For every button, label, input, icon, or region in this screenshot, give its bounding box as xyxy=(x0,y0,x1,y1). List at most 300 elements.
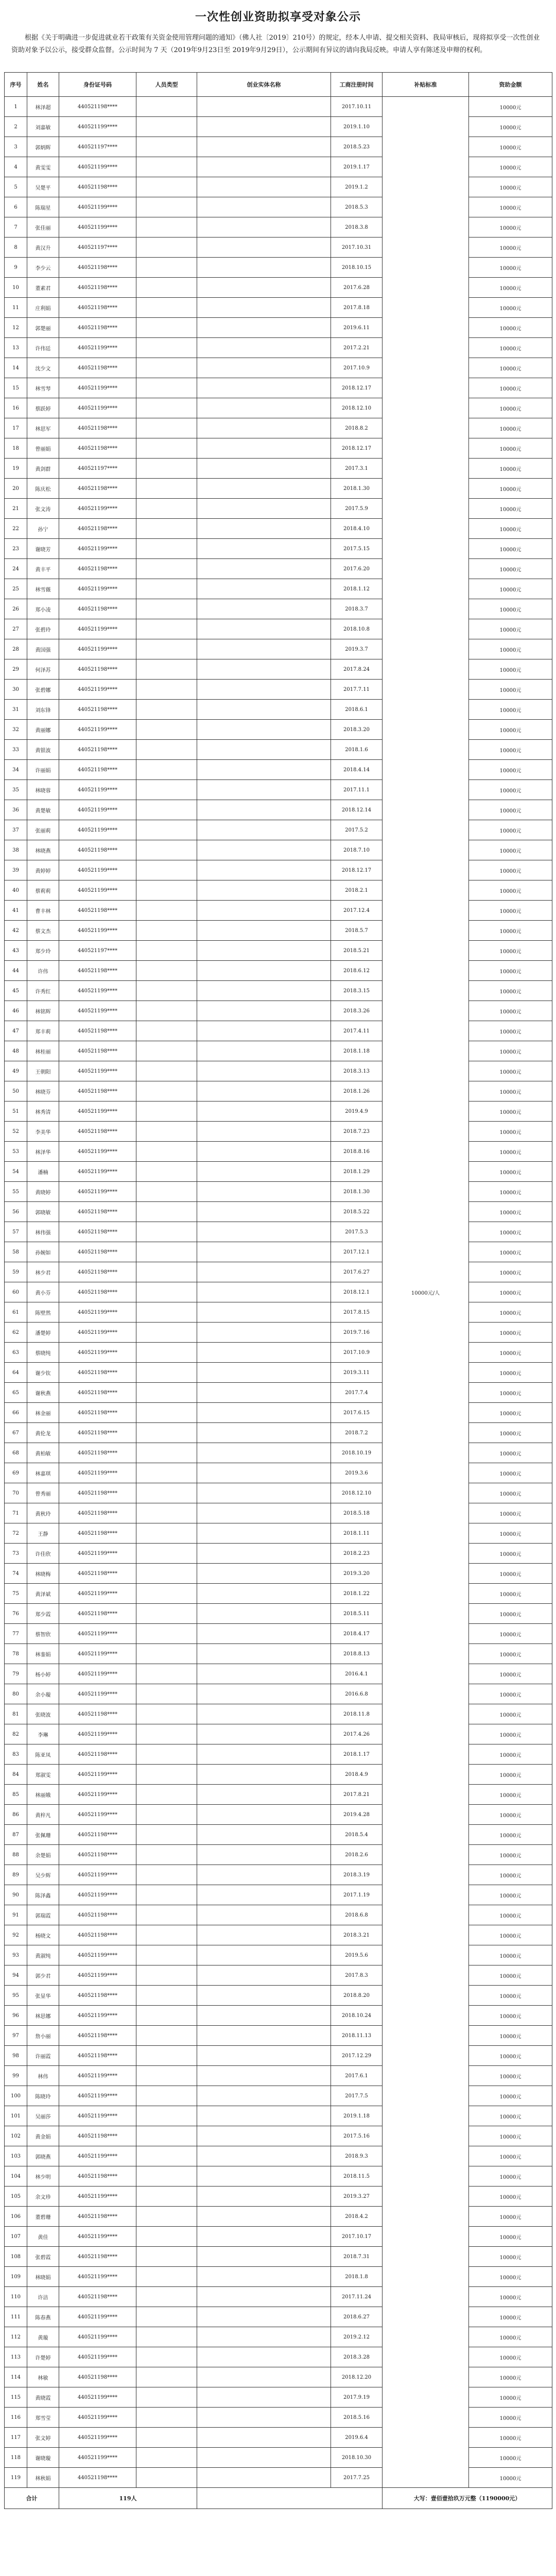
cell-amount: 10000元 xyxy=(469,860,552,880)
cell-date: 2018.6.8 xyxy=(331,1905,383,1925)
notice-paragraph: 根据《关于明确进一步促进就业若干政策有关资金使用管理问题的通知》（佛人社〔2019〕210号）的规定，经本人申请、提交相关资料、我局审核后，现将拟享受一次性创业资助对象予以公示，接受群众监督。公示时间为 7 天（2019年9月23日至 2019年9月29日），公示期间有异议的请向我局反映。申请人享有陈述及申辩的权利。 xyxy=(11,34,540,54)
cell-amount: 10000元 xyxy=(469,820,552,840)
cell-amount: 10000元 xyxy=(469,459,552,479)
cell-entity xyxy=(197,1986,331,2006)
table-row xyxy=(5,880,552,901)
cell-date: 2018.3.19 xyxy=(331,1865,383,1885)
cell-id: 440521198**** xyxy=(59,559,136,579)
cell-entity xyxy=(197,2428,331,2448)
cell-entity xyxy=(197,298,331,318)
cell-amount: 10000元 xyxy=(469,137,552,157)
cell-date: 2017.8.15 xyxy=(331,1302,383,1323)
table-row xyxy=(5,1202,552,1222)
cell-date: 2018.1.6 xyxy=(331,740,383,760)
table-row xyxy=(5,2086,552,2106)
cell-name: 董碧珊 xyxy=(27,2207,59,2227)
table-row xyxy=(5,1041,552,1061)
cell-no: 64 xyxy=(5,1363,27,1383)
cell-id: 440521199**** xyxy=(59,1885,136,1905)
header-name: 姓名 xyxy=(27,73,59,97)
cell-type xyxy=(136,1001,197,1021)
cell-date: 2017.6.28 xyxy=(331,278,383,298)
cell-id: 440521198**** xyxy=(59,2207,136,2227)
cell-entity xyxy=(197,1624,331,1644)
total-row xyxy=(5,2488,552,2509)
table-row xyxy=(5,398,552,418)
cell-entity xyxy=(197,438,331,459)
cell-name: 郑淑雯 xyxy=(27,1765,59,1785)
table-row xyxy=(5,599,552,619)
table-row xyxy=(5,1945,552,1965)
table-row xyxy=(5,1061,552,1081)
cell-name: 李琳 xyxy=(27,1724,59,1744)
cell-date: 2017.3.1 xyxy=(331,459,383,479)
cell-no: 88 xyxy=(5,1845,27,1865)
cell-type xyxy=(136,559,197,579)
table-row xyxy=(5,1463,552,1483)
cell-date: 2018.7.31 xyxy=(331,2247,383,2267)
cell-id: 440521199**** xyxy=(59,860,136,880)
cell-no: 35 xyxy=(5,780,27,800)
cell-name: 蔡莉莉 xyxy=(27,880,59,901)
cell-amount: 10000元 xyxy=(469,1865,552,1885)
cell-no: 99 xyxy=(5,2066,27,2086)
cell-entity xyxy=(197,2287,331,2307)
cell-amount: 10000元 xyxy=(469,97,552,117)
cell-id: 440521198**** xyxy=(59,840,136,860)
table-row xyxy=(5,1282,552,1302)
cell-amount: 10000元 xyxy=(469,720,552,740)
cell-id: 440521199**** xyxy=(59,1182,136,1202)
cell-no: 41 xyxy=(5,901,27,921)
cell-id: 440521199**** xyxy=(59,2408,136,2428)
cell-amount: 10000元 xyxy=(469,1604,552,1624)
cell-entity xyxy=(197,197,331,217)
cell-no: 77 xyxy=(5,1624,27,1644)
cell-date: 2018.5.21 xyxy=(331,941,383,961)
cell-entity xyxy=(197,1544,331,1564)
cell-no: 24 xyxy=(5,559,27,579)
cell-id: 440521198**** xyxy=(59,1483,136,1503)
cell-date: 2018.1.30 xyxy=(331,479,383,499)
cell-id: 440521199**** xyxy=(59,1624,136,1644)
cell-entity xyxy=(197,117,331,137)
cell-id: 440521198**** xyxy=(59,2166,136,2187)
cell-no: 7 xyxy=(5,217,27,238)
cell-type xyxy=(136,1865,197,1885)
cell-amount: 10000元 xyxy=(469,1644,552,1664)
cell-entity xyxy=(197,659,331,680)
cell-entity xyxy=(197,599,331,619)
cell-id: 440521199**** xyxy=(59,800,136,820)
cell-entity xyxy=(197,941,331,961)
cell-amount: 10000元 xyxy=(469,2408,552,2428)
cell-name: 黄楚敏 xyxy=(27,800,59,820)
cell-type xyxy=(136,1564,197,1584)
cell-entity xyxy=(197,157,331,177)
cell-date: 2017.5.2 xyxy=(331,820,383,840)
cell-date: 2018.4.2 xyxy=(331,2207,383,2227)
cell-date: 2018.5.11 xyxy=(331,1604,383,1624)
cell-no: 27 xyxy=(5,619,27,639)
table-row xyxy=(5,639,552,659)
cell-id: 440521199**** xyxy=(59,499,136,519)
cell-name: 林雪琴 xyxy=(27,378,59,398)
cell-amount: 10000元 xyxy=(469,1081,552,1101)
cell-entity xyxy=(197,2468,331,2488)
cell-id: 440521198**** xyxy=(59,2247,136,2267)
cell-name: 郭晓燕 xyxy=(27,2146,59,2166)
cell-type xyxy=(136,639,197,659)
cell-id: 440521198**** xyxy=(59,1403,136,1423)
cell-date: 2018.7.10 xyxy=(331,840,383,860)
cell-date: 2018.5.7 xyxy=(331,921,383,941)
cell-type xyxy=(136,1081,197,1101)
cell-no: 45 xyxy=(5,981,27,1001)
cell-date: 2018.3.13 xyxy=(331,1061,383,1081)
cell-no: 25 xyxy=(5,579,27,599)
cell-name: 詹小丽 xyxy=(27,2026,59,2046)
table-row xyxy=(5,1644,552,1664)
cell-name: 黄秋玲 xyxy=(27,1503,59,1523)
cell-date: 2018.3.15 xyxy=(331,981,383,1001)
cell-date: 2018.9.3 xyxy=(331,2146,383,2166)
cell-no: 89 xyxy=(5,1865,27,1885)
cell-amount: 10000元 xyxy=(469,1162,552,1182)
cell-id: 440521198**** xyxy=(59,599,136,619)
cell-id: 440521198**** xyxy=(59,1443,136,1463)
cell-no: 101 xyxy=(5,2106,27,2126)
cell-type xyxy=(136,1202,197,1222)
cell-type xyxy=(136,298,197,318)
cell-entity xyxy=(197,1323,331,1343)
cell-name: 许丽娟 xyxy=(27,760,59,780)
cell-no: 23 xyxy=(5,539,27,559)
cell-amount: 10000元 xyxy=(469,177,552,197)
cell-date: 2019.4.28 xyxy=(331,1805,383,1825)
cell-date: 2018.1.11 xyxy=(331,1523,383,1544)
cell-name: 杨小婷 xyxy=(27,1664,59,1684)
cell-id: 440521199**** xyxy=(59,1644,136,1664)
table-row xyxy=(5,318,552,338)
cell-entity xyxy=(197,639,331,659)
cell-no: 53 xyxy=(5,1142,27,1162)
table-row xyxy=(5,2146,552,2166)
cell-date: 2019.5.6 xyxy=(331,1945,383,1965)
cell-name: 郑小凌 xyxy=(27,599,59,619)
cell-entity xyxy=(197,137,331,157)
cell-id: 440521199**** xyxy=(59,1965,136,1986)
cell-entity xyxy=(197,1081,331,1101)
cell-date: 2017.11.24 xyxy=(331,2287,383,2307)
cell-entity xyxy=(197,177,331,197)
cell-entity xyxy=(197,1202,331,1222)
table-row xyxy=(5,2126,552,2146)
cell-date: 2017.5.15 xyxy=(331,539,383,559)
cell-name: 张佩珊 xyxy=(27,1825,59,1845)
cell-type xyxy=(136,1302,197,1323)
cell-no: 55 xyxy=(5,1182,27,1202)
cell-amount: 10000元 xyxy=(469,1061,552,1081)
cell-type xyxy=(136,438,197,459)
cell-id: 440521199**** xyxy=(59,378,136,398)
cell-entity xyxy=(197,1403,331,1423)
cell-entity xyxy=(197,278,331,298)
cell-date: 2018.4.10 xyxy=(331,519,383,539)
table-row xyxy=(5,2468,552,2488)
cell-amount: 10000元 xyxy=(469,1945,552,1965)
table-row xyxy=(5,1302,552,1323)
cell-no: 48 xyxy=(5,1041,27,1061)
cell-no: 93 xyxy=(5,1945,27,1965)
cell-entity xyxy=(197,619,331,639)
cell-amount: 10000元 xyxy=(469,559,552,579)
cell-no: 52 xyxy=(5,1122,27,1142)
cell-no: 19 xyxy=(5,459,27,479)
cell-amount: 10000元 xyxy=(469,2428,552,2448)
table-row xyxy=(5,680,552,700)
cell-entity xyxy=(197,2307,331,2327)
cell-entity xyxy=(197,1965,331,1986)
cell-entity xyxy=(197,981,331,1001)
cell-name: 潘楚婷 xyxy=(27,1323,59,1343)
total-blank xyxy=(197,2488,383,2509)
cell-type xyxy=(136,278,197,298)
table-row xyxy=(5,901,552,921)
cell-no: 60 xyxy=(5,1282,27,1302)
cell-entity xyxy=(197,1463,331,1483)
cell-entity xyxy=(197,2106,331,2126)
table-row xyxy=(5,1604,552,1624)
cell-amount: 10000元 xyxy=(469,921,552,941)
cell-date: 2018.3.7 xyxy=(331,599,383,619)
cell-entity xyxy=(197,519,331,539)
cell-id: 440521199**** xyxy=(59,2347,136,2367)
cell-id: 440521199**** xyxy=(59,1724,136,1744)
cell-name: 谢晓芳 xyxy=(27,539,59,559)
cell-name: 林晓燕 xyxy=(27,840,59,860)
cell-id: 440521199**** xyxy=(59,680,136,700)
cell-entity xyxy=(197,1503,331,1523)
cell-id: 440521199**** xyxy=(59,579,136,599)
cell-id: 440521199**** xyxy=(59,1001,136,1021)
table-row xyxy=(5,659,552,680)
cell-id: 440521199**** xyxy=(59,1544,136,1564)
cell-name: 蔡晓纯 xyxy=(27,1343,59,1363)
cell-entity xyxy=(197,1343,331,1363)
cell-entity xyxy=(197,418,331,438)
table-row xyxy=(5,1925,552,1945)
cell-entity xyxy=(197,358,331,378)
cell-id: 440521199**** xyxy=(59,1463,136,1483)
cell-no: 98 xyxy=(5,2046,27,2066)
cell-amount: 10000元 xyxy=(469,318,552,338)
cell-id: 440521198**** xyxy=(59,1423,136,1443)
cell-name: 郑雪莹 xyxy=(27,2408,59,2428)
cell-amount: 10000元 xyxy=(469,197,552,217)
cell-no: 29 xyxy=(5,659,27,680)
cell-date: 2017.7.11 xyxy=(331,680,383,700)
cell-type xyxy=(136,1242,197,1262)
cell-no: 78 xyxy=(5,1644,27,1664)
cell-date: 2019.7.16 xyxy=(331,1323,383,1343)
cell-name: 林泽华 xyxy=(27,1142,59,1162)
cell-type xyxy=(136,780,197,800)
cell-no: 71 xyxy=(5,1503,27,1523)
cell-name: 林銮娟 xyxy=(27,1644,59,1664)
table-row xyxy=(5,177,552,197)
cell-no: 76 xyxy=(5,1604,27,1624)
cell-id: 440521198**** xyxy=(59,1523,136,1544)
cell-date: 2018.10.8 xyxy=(331,619,383,639)
cell-name: 曹丰林 xyxy=(27,901,59,921)
cell-name: 许洁 xyxy=(27,2287,59,2307)
cell-amount: 10000元 xyxy=(469,1785,552,1805)
cell-standard: 10000元/人 xyxy=(383,97,469,2488)
cell-date: 2018.5.18 xyxy=(331,1503,383,1523)
cell-type xyxy=(136,1262,197,1282)
table-row xyxy=(5,1584,552,1604)
cell-entity xyxy=(197,2207,331,2227)
cell-entity xyxy=(197,720,331,740)
cell-type xyxy=(136,2408,197,2428)
table-row xyxy=(5,2187,552,2207)
cell-name: 黄丽娜 xyxy=(27,720,59,740)
table-row xyxy=(5,1785,552,1805)
cell-no: 108 xyxy=(5,2247,27,2267)
cell-id: 440521198**** xyxy=(59,2468,136,2488)
table-row xyxy=(5,137,552,157)
cell-no: 96 xyxy=(5,2006,27,2026)
cell-no: 87 xyxy=(5,1825,27,1845)
cell-id: 440521199**** xyxy=(59,1664,136,1684)
cell-type xyxy=(136,2307,197,2327)
table-row xyxy=(5,1765,552,1785)
cell-no: 111 xyxy=(5,2307,27,2327)
cell-date: 2018.12.10 xyxy=(331,1483,383,1503)
cell-entity xyxy=(197,2086,331,2106)
cell-entity xyxy=(197,1523,331,1544)
cell-type xyxy=(136,2166,197,2187)
cell-type xyxy=(136,901,197,921)
cell-name: 林思军 xyxy=(27,418,59,438)
cell-id: 440521199**** xyxy=(59,720,136,740)
table-row xyxy=(5,438,552,459)
cell-name: 林嘉琪 xyxy=(27,1463,59,1483)
cell-amount: 10000元 xyxy=(469,901,552,921)
cell-amount: 10000元 xyxy=(469,2468,552,2488)
cell-amount: 10000元 xyxy=(469,2267,552,2287)
cell-amount: 10000元 xyxy=(469,1182,552,1202)
cell-id: 440521198**** xyxy=(59,1503,136,1523)
cell-entity xyxy=(197,2347,331,2367)
table-row xyxy=(5,740,552,760)
cell-amount: 10000元 xyxy=(469,217,552,238)
cell-date: 2018.6.12 xyxy=(331,961,383,981)
cell-type xyxy=(136,1343,197,1363)
total-label: 合计 xyxy=(5,2488,59,2509)
cell-amount: 10000元 xyxy=(469,840,552,860)
table-row xyxy=(5,1965,552,1986)
cell-date: 2019.3.11 xyxy=(331,1363,383,1383)
cell-id: 440521199**** xyxy=(59,539,136,559)
cell-amount: 10000元 xyxy=(469,1021,552,1041)
cell-no: 51 xyxy=(5,1101,27,1122)
cell-type xyxy=(136,1845,197,1865)
cell-type xyxy=(136,2106,197,2126)
cell-entity xyxy=(197,1242,331,1262)
cell-no: 43 xyxy=(5,941,27,961)
cell-name: 林金丽 xyxy=(27,1403,59,1423)
table-row xyxy=(5,1443,552,1463)
cell-type xyxy=(136,1503,197,1523)
cell-entity xyxy=(197,579,331,599)
cell-name: 许伟 xyxy=(27,961,59,981)
cell-type xyxy=(136,2247,197,2267)
cell-name: 张丽莉 xyxy=(27,820,59,840)
cell-amount: 10000元 xyxy=(469,740,552,760)
cell-date: 2018.12.1 xyxy=(331,1282,383,1302)
cell-date: 2018.1.29 xyxy=(331,1162,383,1182)
cell-date: 2018.12.20 xyxy=(331,2367,383,2387)
cell-name: 杨晓文 xyxy=(27,1925,59,1945)
cell-entity xyxy=(197,559,331,579)
cell-name: 黄晓婷 xyxy=(27,1182,59,1202)
cell-date: 2017.7.4 xyxy=(331,1383,383,1403)
cell-id: 440521198**** xyxy=(59,760,136,780)
cell-date: 2018.2.23 xyxy=(331,1544,383,1564)
cell-type xyxy=(136,358,197,378)
cell-no: 70 xyxy=(5,1483,27,1503)
cell-amount: 10000元 xyxy=(469,2046,552,2066)
cell-no: 18 xyxy=(5,438,27,459)
cell-no: 32 xyxy=(5,720,27,740)
cell-no: 15 xyxy=(5,378,27,398)
cell-no: 102 xyxy=(5,2126,27,2146)
cell-id: 440521199**** xyxy=(59,1162,136,1182)
table-row xyxy=(5,1905,552,1925)
cell-id: 440521199**** xyxy=(59,217,136,238)
cell-entity xyxy=(197,921,331,941)
cell-amount: 10000元 xyxy=(469,2187,552,2207)
cell-no: 36 xyxy=(5,800,27,820)
cell-entity xyxy=(197,1001,331,1021)
cell-date: 2018.3.8 xyxy=(331,217,383,238)
cell-entity xyxy=(197,1282,331,1302)
cell-id: 440521199**** xyxy=(59,2006,136,2026)
cell-type xyxy=(136,2066,197,2086)
cell-entity xyxy=(197,378,331,398)
cell-entity xyxy=(197,1805,331,1825)
cell-id: 440521198**** xyxy=(59,1845,136,1865)
cell-name: 黄淑纯 xyxy=(27,1945,59,1965)
cell-name: 黄金娟 xyxy=(27,2126,59,2146)
cell-entity xyxy=(197,1945,331,1965)
table-row xyxy=(5,2307,552,2327)
table-row xyxy=(5,238,552,258)
cell-entity xyxy=(197,1724,331,1744)
cell-id: 440521197**** xyxy=(59,941,136,961)
table-row xyxy=(5,278,552,298)
cell-name: 谢晓璇 xyxy=(27,2448,59,2468)
cell-id: 440521199**** xyxy=(59,2187,136,2207)
cell-amount: 10000元 xyxy=(469,2106,552,2126)
cell-id: 440521198**** xyxy=(59,1081,136,1101)
cell-type xyxy=(136,2187,197,2207)
cell-entity xyxy=(197,1142,331,1162)
cell-amount: 10000元 xyxy=(469,1564,552,1584)
cell-id: 440521199**** xyxy=(59,1061,136,1081)
